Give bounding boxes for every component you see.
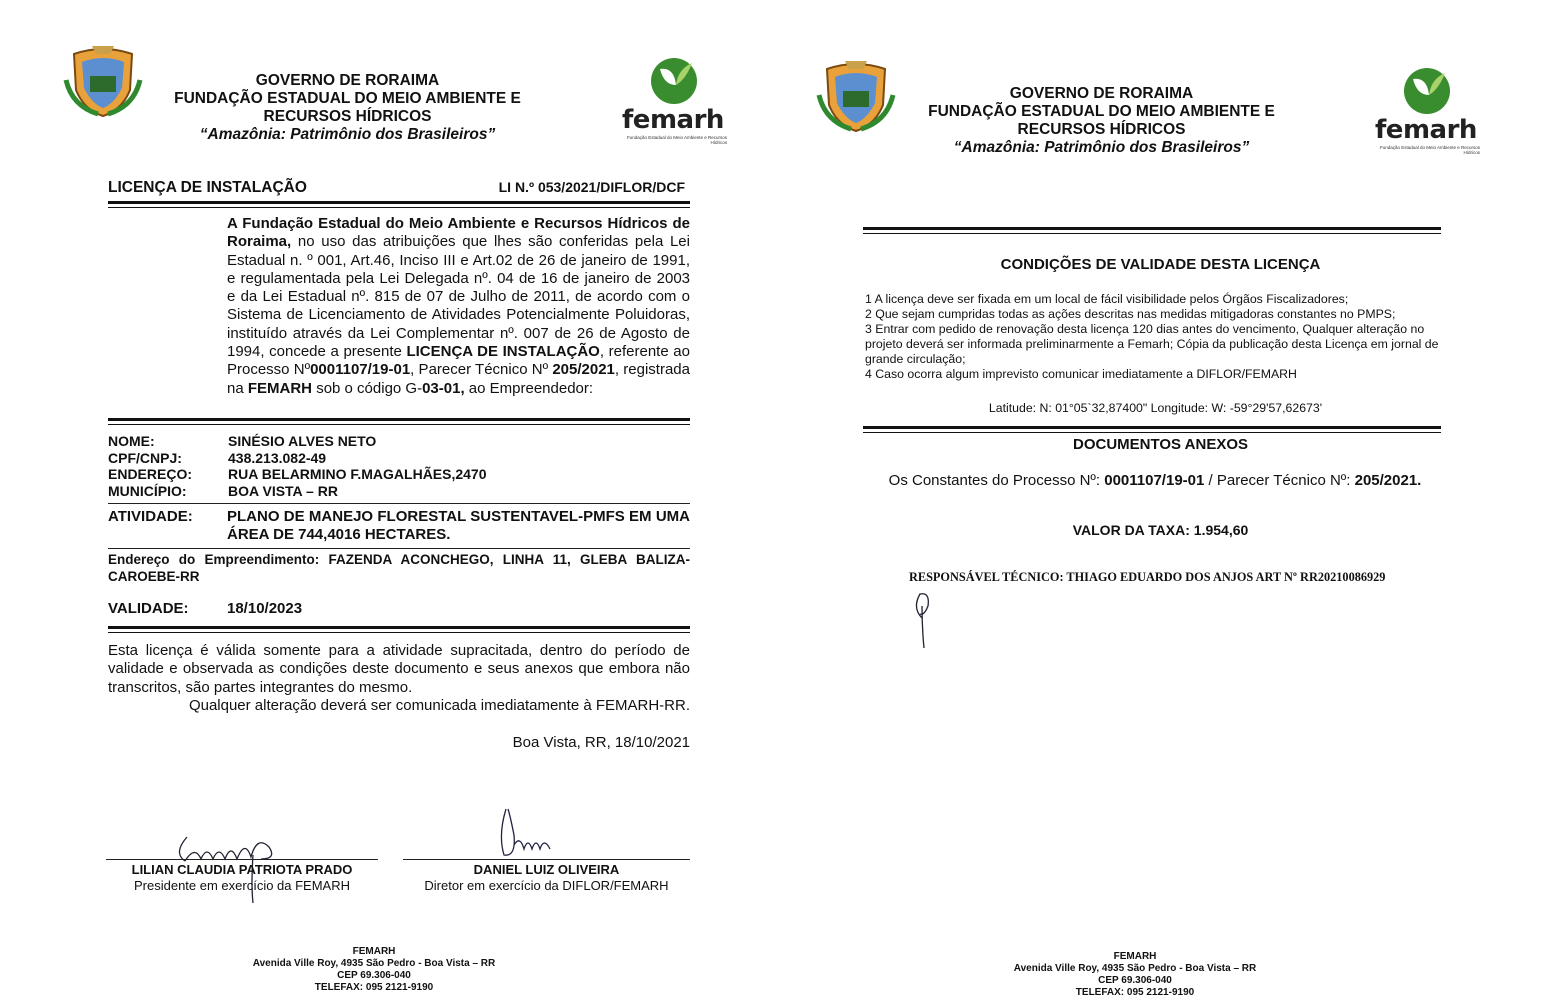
- coat-of-arms-icon: [62, 40, 144, 122]
- divider: [863, 426, 1441, 433]
- signatory-2: [403, 862, 690, 894]
- coordinates: Latitude: N: 01°05`32,87400" Longitude: W: -59°29'57,62673': [988, 401, 1323, 415]
- divider: [863, 227, 1441, 234]
- conditions-title: CONDIÇÕES DE VALIDADE DESTA LICENÇA: [1000, 256, 1321, 273]
- logo-subtitle: Fundação Estadual do Meio Ambiente e Recursos Hídricos: [1379, 145, 1480, 155]
- fee: VALOR DA TAXA: 1.954,60: [1072, 522, 1249, 538]
- place-date: Boa Vista, RR, 18/10/2021: [512, 734, 690, 751]
- signature-technician: [908, 588, 942, 650]
- intro-segment: 03-01,: [422, 379, 465, 397]
- signature-line: [403, 859, 690, 860]
- header-line-3: RECURSOS HÍDRICOS: [1017, 121, 1186, 138]
- coat-of-arms-icon: [815, 55, 897, 137]
- field-address: ENDEREÇO: RUA BELARMINO F.MAGALHÃES,2470: [108, 466, 487, 482]
- intro-segment: 0001107/19-01: [310, 361, 411, 379]
- divider: [108, 548, 690, 549]
- site-address: Endereço do Empreendimento: FAZENDA ACONCHEGO, LINHA 11, GLEBA BALIZA-CAROEBE-RR: [108, 552, 690, 584]
- signatory-name: LILIAN CLAUDIA PATRIOTA PRADO: [131, 862, 353, 877]
- intro-segment: A Fundação Estadual do Meio Ambiente e Recursos Hídricos de Roraima,: [227, 215, 690, 251]
- leaf-logo-icon: [646, 55, 702, 105]
- header-line-1: GOVERNO DE RORAIMA: [255, 72, 440, 89]
- intro-segment: sob o código G-: [312, 379, 423, 397]
- activity-label: ATIVIDADE:: [108, 508, 193, 525]
- field-cpf-cnpj: CPF/CNPJ: 438.213.082-49: [108, 449, 327, 466]
- condition-item: 1 A licença deve ser fixada em um local de fácil visibilidade pelos Órgãos Fiscalizadores;: [865, 292, 1349, 306]
- header-line-2: FUNDAÇÃO ESTADUAL DO MEIO AMBIENTE E: [174, 90, 521, 107]
- intro-segment: , registrada na: [227, 361, 690, 397]
- conditions-list: [865, 292, 1450, 382]
- change-notice: Qualquer alteração deverá ser comunicada imediatamente à FEMARH-RR.: [188, 697, 690, 714]
- validity-label: VALIDADE:: [108, 600, 189, 617]
- condition-item: 4 Caso ocorra algum imprevisto comunicar imediatamente a DIFLOR/FEMARH: [865, 367, 1297, 381]
- intro-paragraph: [227, 215, 690, 398]
- signatory-1: [106, 862, 378, 894]
- signatory-role: Diretor em exercício da DIFLOR/FEMARH: [424, 878, 669, 893]
- signatory-role: Presidente em exercício da FEMARH: [133, 878, 351, 893]
- doc-title: LICENÇA DE INSTALAÇÃO: [108, 179, 307, 196]
- condition-item: 2 Que sejam cumpridas todas as ações descritas nas medidas mitigadoras constantes no PMPS;: [865, 307, 1396, 321]
- logo-text: femarh: [622, 105, 724, 135]
- divider: [108, 503, 690, 504]
- divider: [108, 201, 690, 208]
- field-municipality: MUNICÍPIO: BOA VISTA – RR: [108, 482, 338, 499]
- activity-value: PLANO DE MANEJO FLORESTAL SUSTENTAVEL-PMFS EM UMA ÁREA DE 744,4016 HECTARES.: [227, 508, 690, 543]
- header-line-1: GOVERNO DE RORAIMA: [1009, 85, 1194, 102]
- footer: FEMARH Avenida Ville Roy, 4935 São Pedro - Boa Vista – RR CEP 69.306-040 TELEFAX: 095 2121-9190: [1013, 951, 1257, 998]
- intro-segment: , Parecer Técnico Nº: [410, 361, 553, 379]
- leaf-logo-icon: [1399, 65, 1455, 115]
- doc-number: LI N.º 053/2021/DIFLOR/DCF: [498, 179, 685, 195]
- signatory-name: DANIEL LUIZ OLIVEIRA: [473, 862, 620, 877]
- signature-daniel: [488, 805, 568, 865]
- header: [160, 72, 535, 144]
- annex-title: DOCUMENTOS ANEXOS: [1072, 436, 1249, 453]
- divider: [108, 626, 690, 633]
- header-line-2: FUNDAÇÃO ESTADUAL DO MEIO AMBIENTE E: [928, 103, 1275, 120]
- signature-line: [106, 859, 378, 860]
- intro-segment: ao Empreendedor:: [464, 379, 594, 397]
- intro-segment: FEMARH: [247, 379, 313, 397]
- intro-segment: LICENÇA DE INSTALAÇÃO: [406, 343, 600, 361]
- header-line-3: RECURSOS HÍDRICOS: [263, 108, 432, 125]
- technician: RESPONSÁVEL TÉCNICO: THIAGO EDUARDO DOS ANJOS ART Nº RR20210086929: [909, 570, 1386, 584]
- intro-segment: , referente ao Processo Nº: [227, 343, 690, 379]
- header: [914, 85, 1289, 157]
- annex-text: Os Constantes do Processo Nº: 0001107/19-01 / Parecer Técnico Nº: 205/2021.: [888, 472, 1422, 489]
- condition-item: 3 Entrar com pedido de renovação desta licença 120 dias antes do vencimento, Qualquer alteração no projeto deverá ser informada preliminarmente a Femarh; Cópia da publicação desta Licença em jornal de grande circulação;: [865, 322, 1439, 366]
- field-name: NOME: SINÉSIO ALVES NETO: [108, 433, 377, 449]
- intro-segment: 205/2021: [552, 361, 615, 379]
- femarh-logo: [1375, 65, 1480, 155]
- header-motto: “Amazônia: Patrimônio dos Brasileiros”: [199, 126, 496, 143]
- logo-subtitle: Fundação Estadual do Meio Ambiente e Recursos Hídricos: [626, 135, 727, 145]
- footer: FEMARH Avenida Ville Roy, 4935 São Pedro - Boa Vista – RR CEP 69.306-040 TELEFAX: 095 2121-9190: [252, 946, 496, 993]
- divider: [108, 418, 690, 425]
- validity-value: 18/10/2023: [227, 600, 303, 617]
- intro-segment: no uso das atribuições que lhes são conferidas pela Lei Estadual n. º 001, Art.46, Inciso III e Art.02 de 26 de janeiro de 1991, e regulamentada pela Lei Delegada nº. 04 de 16 de janeiro de 2003 e da Lei Estadual nº. 815 de 07 de Julho de 2011, de acordo com o Sistema de Licenciamento de Atividades Potencialmente Poluidoras, instituído através da Lei Complementar nº. 007 de 26 de Agosto de 1994, concede a presente: [227, 233, 690, 361]
- femarh-logo: [622, 55, 727, 145]
- logo-text: femarh: [1375, 115, 1477, 145]
- applicant-fields: [108, 433, 690, 499]
- validity-text: Esta licença é válida somente para a atividade supracitada, dentro do período de validade e observada as condições deste documento e seus anexos que embora não transcritos, são partes integrantes do mesmo.: [108, 642, 690, 696]
- header-motto: “Amazônia: Patrimônio dos Brasileiros”: [953, 139, 1250, 156]
